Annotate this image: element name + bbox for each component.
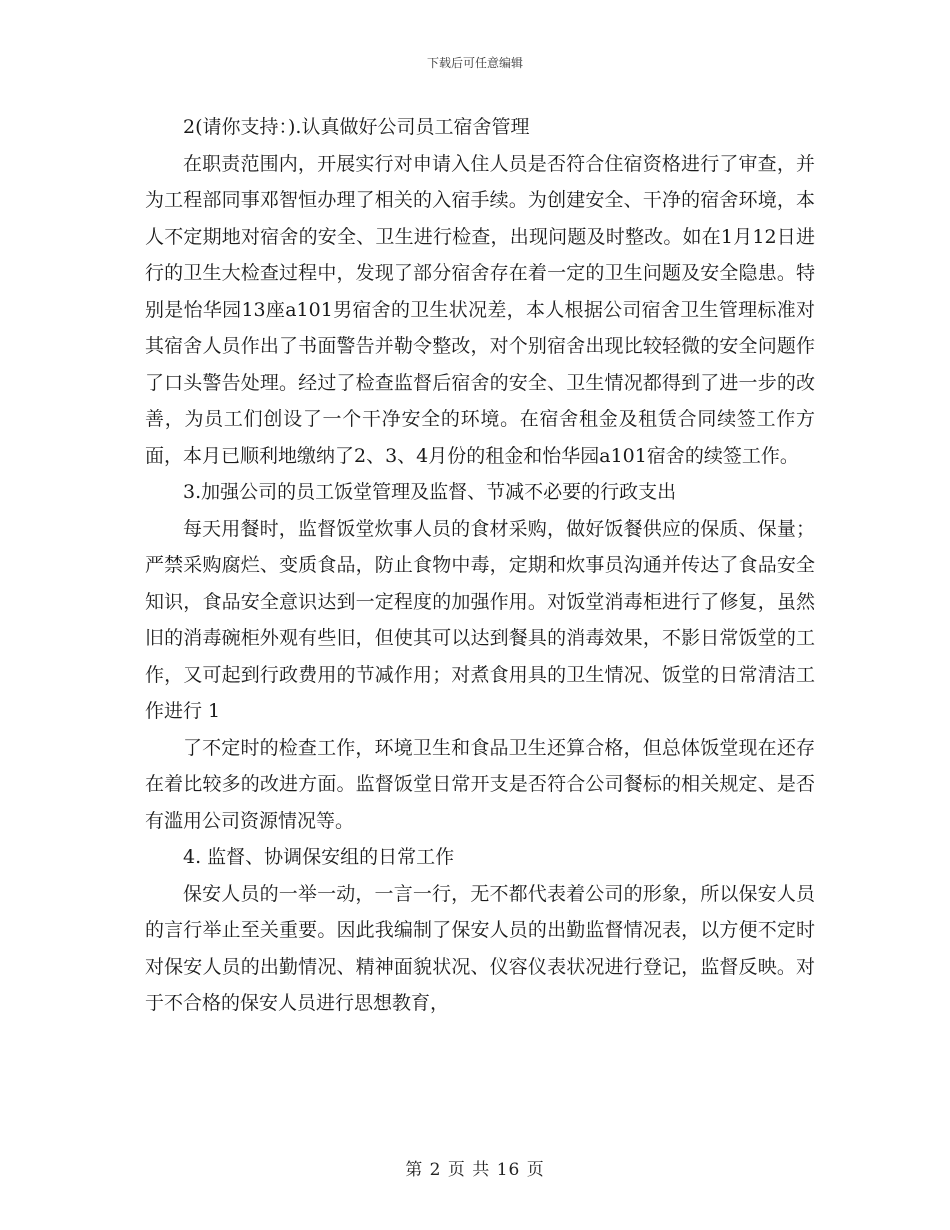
- header-note: 下载后可任意编辑: [426, 56, 523, 70]
- document-body: [145, 109, 815, 1022]
- section-heading-canteen: 3.加强公司的员工饭堂管理及监督、节减不必要的行政支出: [183, 481, 677, 503]
- section-heading-dormitory: 2(请你支持：).认真做好公司员工宿舍管理: [183, 116, 530, 138]
- paragraph-dormitory: 在职责范围内，开展实行对申请入住人员是否符合住宿资格进行了审查，并为工程部同事邓智恒办理了相关的入宿手续。为创建安全、干净的宿舍环境，本人不定期地对宿舍的安全、卫生进行检查，出现问题及时整改。如在1月12日进行的卫生大检查过程中，发现了部分宿舍存在着一定的卫生问题及安全隐患。特别是怡华园13座a101男宿舍的卫生状况差，本人根据公司宿舍卫生管理标准对其宿舍人员作出了书面警告并勒令整改，对个别宿舍出现比较轻微的安全问题作了口头警告处理。经过了检查监督后宿舍的安全、卫生情况都得到了进一步的改善，为员工们创设了一个干净安全的环境。在宿舍租金及租赁合同续签工作方面，本月已顺利地缴纳了2、3、4月份的租金和怡华园a101宿舍的续签工作。: [145, 152, 815, 467]
- page-number: 第 2 页 共 16 页: [405, 1160, 545, 1180]
- paragraph-canteen-continued: 了不定时的检查工作，环境卫生和食品卫生还算合格，但总体饭堂现在还存在着比较多的改进方面。监督饭堂日常开支是否符合公司餐标的相关规定、是否有滥用公司资源情况等。: [145, 736, 815, 832]
- section-heading-security: 4. 监督、协调保安组的日常工作: [183, 846, 455, 868]
- paragraph-canteen: 每天用餐时，监督饭堂炊事人员的食材采购，做好饭餐供应的保质、保量；严禁采购腐烂、变质食品，防止食物中毒，定期和炊事员沟通并传达了食品安全知识，食品安全意识达到一定程度的加强作用。对饭堂消毒柜进行了修复，虽然旧的消毒碗柜外观有些旧，但使其可以达到餐具的消毒效果，不影日常饭堂的工作，又可起到行政费用的节减作用；对煮食用具的卫生情况、饭堂的日常清洁工作进行 1: [145, 517, 815, 722]
- paragraph-security: 保安人员的一举一动，一言一行，无不都代表着公司的形象，所以保安人员的言行举止至关重要。因此我编制了保安人员的出勤监督情况表，以方便不定时对保安人员的出勤情况、精神面貌状况、仪容仪表状况进行登记，监督反映。对于不合格的保安人员进行思想教育，: [145, 882, 815, 1014]
